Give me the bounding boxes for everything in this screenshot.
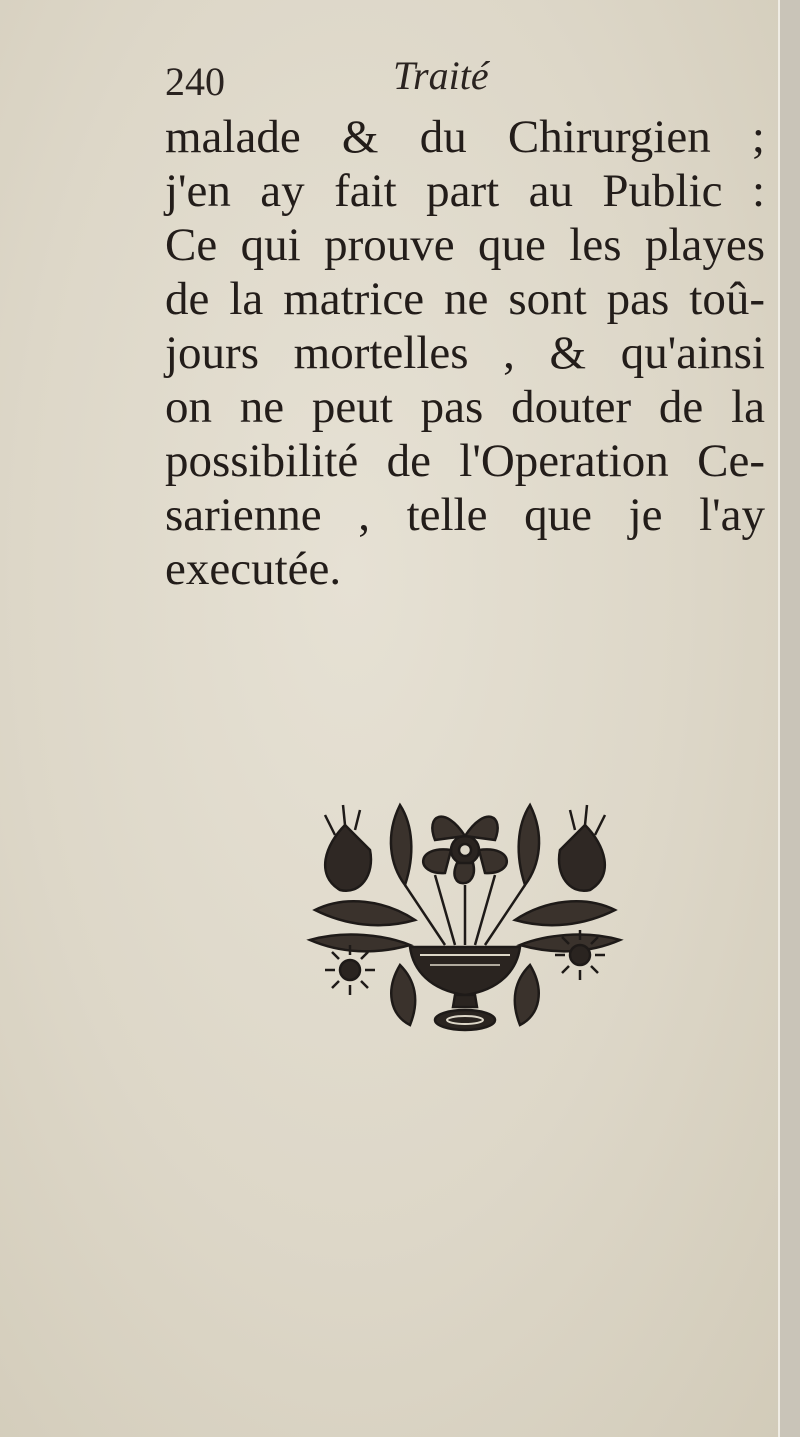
text-line: j'en ay fait part au Public : <box>165 165 765 217</box>
flower-vase-icon <box>305 795 625 1040</box>
text-line: Ce qui prouve que les playes <box>165 219 765 271</box>
body-text <box>165 110 765 596</box>
page-number: 240 <box>165 59 225 104</box>
page-edge <box>778 0 780 1437</box>
text-line: malade & du Chirurgien ; <box>165 111 765 163</box>
text-line: sarienne , telle que je l'ay <box>165 489 765 541</box>
running-head: Traité <box>393 53 489 98</box>
text-line: jours mortelles , & qu'ainsi <box>165 327 765 379</box>
text-line: on ne peut pas douter de la <box>165 381 765 433</box>
text-line: possibilité de l'Operation Ce- <box>165 435 765 487</box>
text-line: executée. <box>165 543 342 595</box>
page-header <box>165 52 765 112</box>
text-line: de la matrice ne sont pas toû- <box>165 273 765 325</box>
